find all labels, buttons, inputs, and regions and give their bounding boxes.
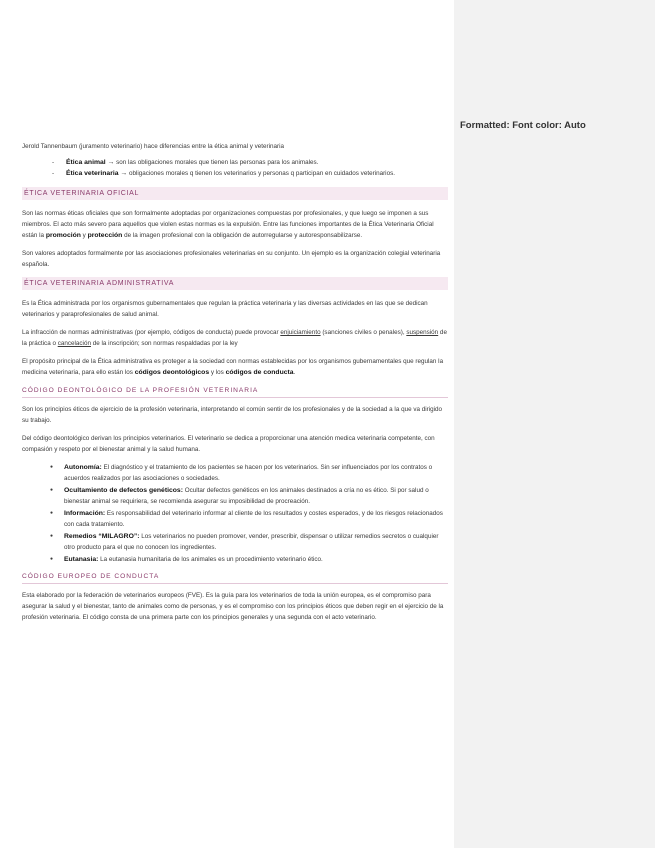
document-body (22, 141, 448, 630)
paragraph: Son valores adoptados formalmente por las asociaciones profesionales veterinarias en su conjunto. Un ejemplo es la organización colegial veterinaria española. (22, 250, 441, 268)
principles-list (50, 462, 448, 565)
heading-codigo-deontologico: CÓDIGO DEONTOLÓGICO DE LA PROFESIÓN VETERINARIA (22, 385, 448, 398)
list-item: ● Autonomía: El diagnóstico y el tratamiento de los pacientes se hacen por los veterinarios. Sin ser influenciados por los contratos o acuerdos realizados por las asociaciones o sociedades. (50, 462, 448, 484)
paragraph: La infracción de normas administrativas (por ejemplo, códigos de conducta) puede provocar enjuiciamiento (sanciones civiles o penales), suspensión de la práctica o cancelación de la inscripción; son normas respaldadas por la ley (22, 329, 447, 347)
list-item: ● Eutanasia: La eutanasia humanitaria de los animales es un procedimiento veterinario ético. (50, 554, 448, 565)
list-item: ● Información: Es responsabilidad del veterinario informar al cliente de los resultados y costes esperados, y de los riesgos relacionados con cada tratamiento. (50, 508, 448, 530)
heading-etica-oficial: ÉTICA VETERINARIA OFICIAL (22, 187, 448, 200)
heading-codigo-europeo: CÓDIGO EUROPEO DE CONDUCTA (22, 571, 448, 584)
paragraph: Esta elaborado por la federación de veterinarios europeos (FVE). Es la guía para los veterinarios de toda la unión europea, es el compromiso para asegurar la salud y el bienestar, tanto de animales como de personas, y es el compromiso con los principios éticos que deben regir en el ejercicio de la profesión veterinaria. El código consta de una primera parte con los principios generales y una segunda con el acto veterinario. (22, 592, 444, 621)
list-item: - Ética veterinaria → obligaciones morales q tienen los veterinarios y personas q participan en cuidados veterinarios. (52, 168, 448, 179)
intro-list (52, 157, 448, 179)
list-item: ● Ocultamiento de defectos genéticos: Ocultar defectos genéticos en los animales destinados a cría no es ético. Si por salud o bienestar animal se requiriera, se recomienda asegurar su imposibilidad de procreación. (50, 485, 448, 507)
paragraph: Son los principios éticos de ejercicio de la profesión veterinaria, interpretando el común sentir de los profesionales y de la sociedad a la que va dirigido su trabajo. (22, 406, 443, 424)
list-item: ● Remedios “MILAGRO”: Los veterinarios no pueden promover, vender, prescribir, dispensar o utilizar remedios secretos o cualquier otro producto para el que no conocen los ingredientes. (50, 531, 448, 553)
paragraph: El propósito principal de la Ética administrativa es proteger a la sociedad con normas establecidas por los organismos gubernamentales que regulan la medicina veterinaria, para ello están los códigos deontológicos y los códigos de conducta. (22, 358, 444, 376)
paragraph: Son las normas éticas oficiales que son formalmente adoptadas por organizaciones compuestas por profesionales, y que luego se imponen a sus miembros. El acto más severo para aquellos que violen estas normas es la expulsión. Entre las funciones importantes de la Ética Veterinaria Oficial están la promoción y protección de la imagen profesional con la obligación de autorregularse y autoresponsabilizarse. (22, 210, 434, 239)
list-item: - Ética animal → son las obligaciones morales que tienen las personas para los animales. (52, 157, 448, 168)
heading-etica-administrativa: ÉTICA VETERINARIA ADMINISTRATIVA (22, 277, 448, 290)
format-note: Formatted: Font color: Auto (460, 120, 586, 131)
paragraph: Es la Ética administrada por los organismos gubernamentales que regulan la práctica veterinaria y las diversas actividades en las que se dedican veterinarios y paraprofesionales de salud animal. (22, 300, 428, 318)
paragraph: Del código deontológico derivan los principios veterinarios. El veterinario se dedica a proporcionar una atención medica veterinaria competente, con compasión y respeto por el bienestar animal y la salud humana. (22, 435, 435, 453)
intro-paragraph: Jerold Tannenbaum (juramento veterinario) hace diferencias entre la ética animal y veterinaria (22, 143, 285, 150)
